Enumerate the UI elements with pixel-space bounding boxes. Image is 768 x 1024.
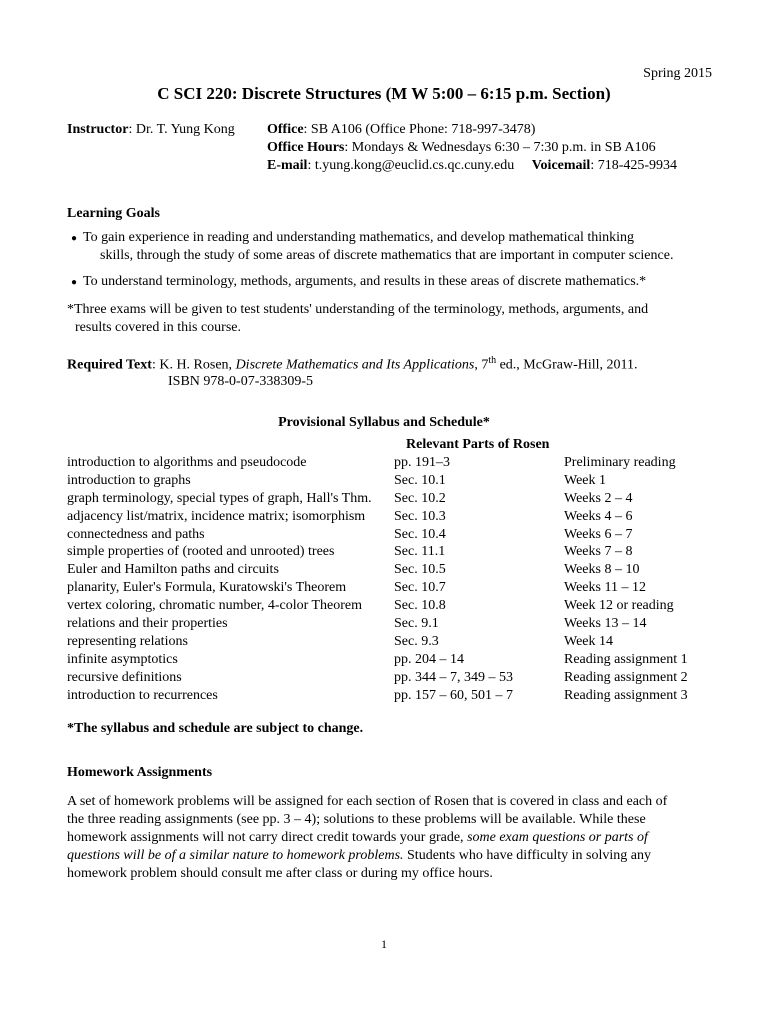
ref-cell: pp. 204 – 14 [394, 651, 464, 667]
topic-cell: relations and their properties [67, 616, 228, 632]
semester-label: Spring 2015 [643, 66, 712, 81]
page-number: 1 [381, 937, 387, 951]
ref-cell: Sec. 9.3 [394, 633, 439, 649]
topic-cell: Euler and Hamilton paths and circuits [67, 562, 279, 578]
bullet-icon: ● [71, 233, 78, 244]
homework-line2: the three reading assignments (see pp. 3 – 4); solutions to these problems will be available. While these [67, 812, 646, 827]
topic-cell: graph terminology, special types of graph, Hall's Thm. [67, 490, 372, 506]
homework-line1: A set of homework problems will be assigned for each section of Rosen that is covered in class and each of [67, 794, 668, 809]
ref-cell: Sec. 10.4 [394, 526, 446, 542]
instructor-label: Instructor [67, 122, 129, 137]
ref-cell: Sec. 11.1 [394, 544, 446, 560]
topic-cell: introduction to algorithms and pseudocode [67, 455, 307, 470]
schedule-cell: Weeks 13 – 14 [564, 616, 647, 632]
syllabus-change-note: *The syllabus and schedule are subject to change. [67, 721, 364, 736]
required-text-label: Required Text [67, 357, 152, 373]
topic-cell: planarity, Euler's Formula, Kuratowski's Theorem [67, 580, 347, 596]
ref-cell: Sec. 10.1 [394, 472, 446, 488]
exam-note-line1: *Three exams will be given to test students' understanding of the terminology, methods, arguments, and [67, 302, 649, 317]
learning-goal-1-line2: skills, through the study of some areas of discrete mathematics that are important in computer science. [100, 248, 674, 263]
ref-cell: pp. 157 – 60, 501 – 7 [394, 687, 513, 703]
schedule-cell: Week 14 [564, 633, 614, 649]
email-line [267, 157, 677, 175]
ref-cell: pp. 344 – 7, 349 – 53 [394, 669, 513, 685]
homework-line3-b: some exam questions or parts of [467, 830, 648, 845]
syllabus-column-heading: Relevant Parts of Rosen [406, 437, 550, 452]
ref-cell: Sec. 10.7 [394, 580, 446, 596]
ref-cell: Sec. 10.2 [394, 490, 446, 506]
learning-goal-1-line1: To gain experience in reading and understanding mathematics, and develop mathematical thinking [83, 230, 635, 245]
schedule-cell: Reading assignment 2 [564, 669, 688, 685]
homework-line3-a: homework assignments will not carry direct credit towards your grade, [67, 830, 468, 845]
schedule-cell: Week 1 [564, 472, 607, 488]
bullet-icon: ● [71, 277, 78, 288]
office-value: : SB A106 (Office Phone: 718-997-3478) [303, 122, 536, 137]
syllabus-heading: Provisional Syllabus and Schedule* [278, 415, 490, 430]
voicemail-value: : 718-425-9934 [590, 158, 678, 173]
office-hours-label: Office Hours [267, 140, 345, 155]
schedule-cell: Weeks 4 – 6 [564, 508, 633, 524]
homework-line4-a: questions will be of a similar nature to homework problems. [67, 848, 404, 863]
schedule-cell: Week 12 or reading [564, 598, 674, 614]
learning-goal-1 [83, 229, 723, 265]
topic-cell: infinite asymptotics [67, 651, 178, 667]
homework-line5: homework problem should consult me after class or during my office hours. [67, 866, 493, 881]
topic-cell: representing relations [67, 633, 188, 649]
topic-cell: recursive definitions [67, 669, 182, 685]
topic-cell: introduction to recurrences [67, 687, 218, 703]
voicemail-label: Voicemail [531, 158, 591, 173]
required-text-publisher: ed., McGraw-Hill, 2011. [496, 357, 638, 373]
homework-line4 [67, 847, 717, 865]
schedule-cell: Weeks 2 – 4 [564, 490, 633, 506]
isbn: ISBN 978-0-07-338309-5 [168, 374, 314, 389]
course-title: C SCI 220: Discrete Structures (M W 5:00 – 6:15 p.m. Section) [157, 84, 611, 103]
exam-note-line2: results covered in this course. [75, 320, 242, 335]
learning-goal-2: To understand terminology, methods, arguments, and results in these areas of discrete mathematics.* [83, 274, 647, 289]
topic-cell: introduction to graphs [67, 472, 191, 488]
instructor-value: : Dr. T. Yung Kong [128, 122, 235, 137]
required-text-author: : K. H. Rosen, [151, 357, 236, 373]
office-info [267, 121, 677, 175]
instructor-line [67, 121, 235, 139]
schedule-cell: Weeks 8 – 10 [564, 562, 640, 578]
topic-cell: simple properties of (rooted and unrooted) trees [67, 544, 335, 560]
email-value: : t.yung.kong@euclid.cs.qc.cuny.edu [307, 158, 515, 173]
required-text-edition-sup: th [488, 355, 497, 366]
office-line [267, 121, 677, 139]
ref-cell: Sec. 10.3 [394, 508, 446, 524]
homework-heading: Homework Assignments [67, 765, 213, 780]
office-label: Office [267, 122, 304, 137]
office-hours-line [267, 139, 677, 157]
schedule-cell: Weeks 11 – 12 [564, 580, 646, 596]
required-text-edition: , 7 [474, 357, 489, 373]
homework-paragraph [67, 793, 717, 883]
email-label: E-mail [267, 158, 308, 173]
required-text-line [67, 355, 638, 374]
ref-cell: Sec. 9.1 [394, 616, 439, 632]
homework-line3 [67, 829, 717, 847]
schedule-cell: Weeks 7 – 8 [564, 544, 633, 560]
homework-line4-b: Students who have difficulty in solving any [403, 848, 651, 863]
ref-cell: Sec. 10.5 [394, 562, 446, 578]
topic-cell: connectedness and paths [67, 526, 205, 542]
schedule-cell: Reading assignment 1 [564, 651, 688, 667]
ref-cell: Sec. 10.8 [394, 598, 446, 614]
topic-cell: adjacency list/matrix, incidence matrix; isomorphism [67, 508, 366, 524]
office-hours-value: : Mondays & Wednesdays 6:30 – 7:30 p.m. in SB A106 [344, 140, 656, 155]
schedule-cell: Weeks 6 – 7 [564, 526, 633, 542]
schedule-cell: Reading assignment 3 [564, 687, 688, 703]
exam-note [67, 301, 717, 337]
schedule-cell: Preliminary reading [564, 455, 676, 470]
ref-cell: pp. 191–3 [394, 455, 450, 470]
learning-goals-heading: Learning Goals [67, 206, 160, 221]
topic-cell: vertex coloring, chromatic number, 4-color Theorem [67, 598, 363, 614]
required-text-title: Discrete Mathematics and Its Applications [235, 357, 475, 373]
